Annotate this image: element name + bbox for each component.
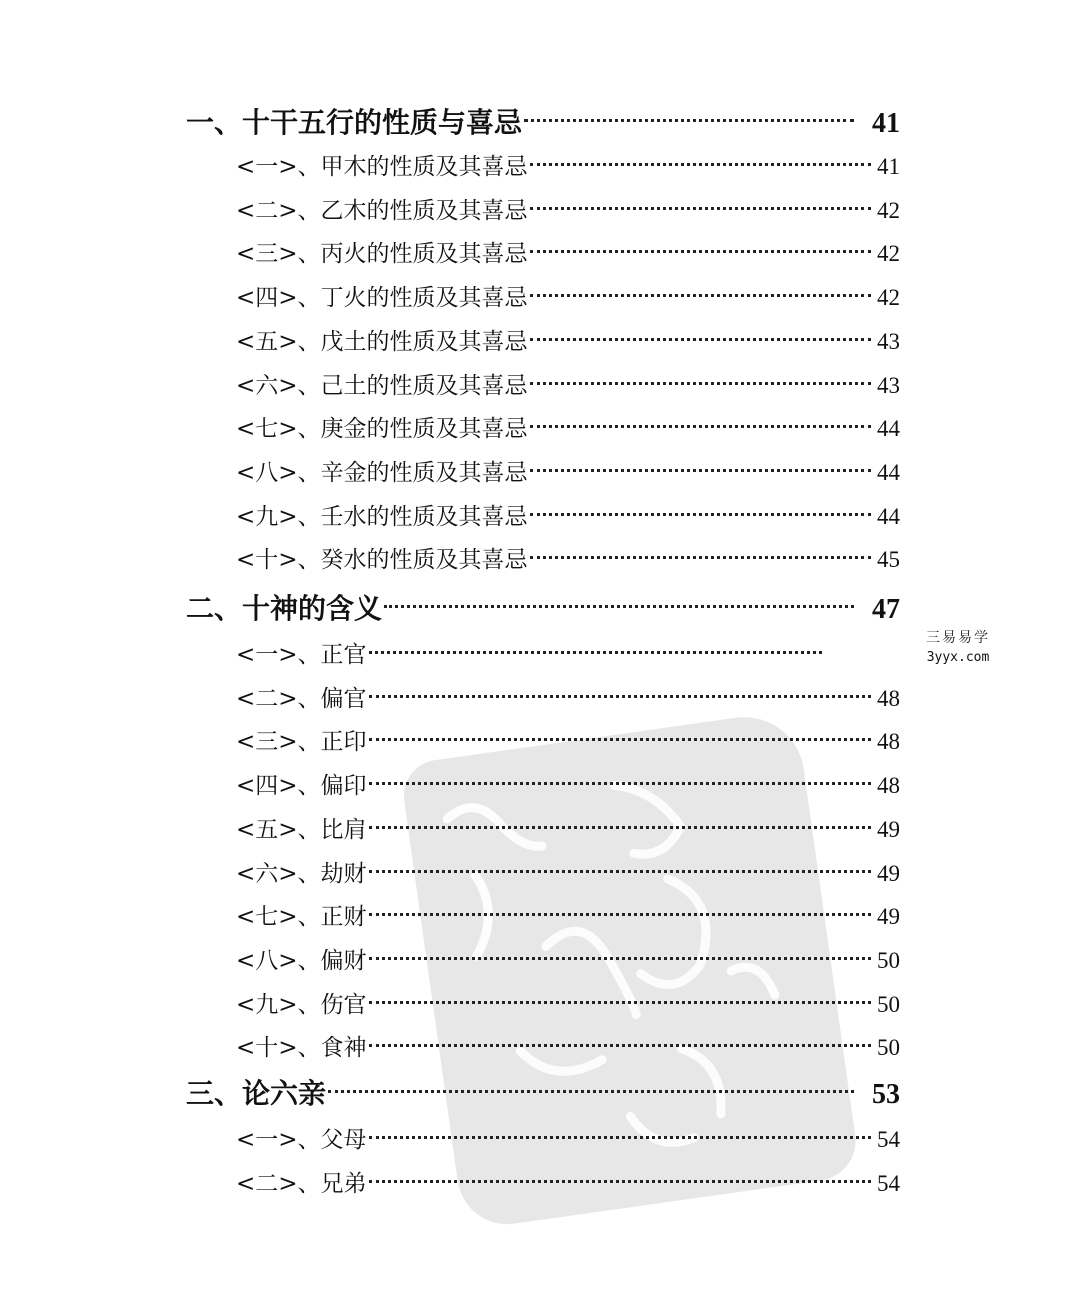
item-title: <五>、戊土的性质及其喜忌 bbox=[236, 328, 528, 355]
leader-dots bbox=[530, 163, 871, 166]
leader-dots bbox=[369, 913, 871, 916]
leader-dots bbox=[524, 119, 854, 122]
toc-item-entry bbox=[236, 1029, 900, 1069]
page-number: 44 bbox=[877, 459, 900, 485]
toc-item-entry bbox=[236, 723, 900, 763]
leader-dots bbox=[328, 1090, 854, 1093]
page-number: 47 bbox=[872, 594, 900, 625]
toc-item-entry bbox=[236, 680, 900, 720]
item-title: <三>、丙火的性质及其喜忌 bbox=[236, 241, 528, 268]
leader-dots bbox=[369, 1044, 871, 1047]
watermark-name: 三易易学 bbox=[926, 630, 990, 646]
section-title: 三、论六亲 bbox=[186, 1077, 327, 1110]
toc-item-entry bbox=[236, 986, 900, 1026]
item-title: <二>、乙木的性质及其喜忌 bbox=[236, 197, 528, 224]
item-title: <三>、正印 bbox=[236, 729, 367, 756]
watermark-url: 3yyx.com bbox=[926, 650, 990, 665]
toc-item-entry bbox=[236, 1121, 900, 1161]
leader-dots bbox=[530, 382, 871, 385]
item-title: <一>、甲木的性质及其喜忌 bbox=[236, 154, 528, 180]
page-number: 45 bbox=[877, 547, 900, 573]
page-number: 43 bbox=[877, 372, 900, 398]
toc-item-entry bbox=[236, 636, 900, 676]
page-number: 41 bbox=[872, 108, 900, 139]
page-number: 41 bbox=[877, 154, 900, 179]
leader-dots bbox=[530, 250, 871, 253]
toc-item-entry bbox=[236, 235, 900, 275]
page-number: 48 bbox=[877, 685, 900, 711]
item-title: <一>、父母 bbox=[236, 1127, 367, 1153]
page-number: 44 bbox=[877, 503, 900, 529]
leader-dots bbox=[369, 1001, 871, 1004]
leader-dots bbox=[530, 469, 871, 472]
toc-item-entry bbox=[236, 498, 900, 538]
item-title: <五>、比肩 bbox=[236, 816, 367, 843]
toc-item-entry bbox=[236, 192, 900, 232]
page-number: 54 bbox=[877, 1170, 900, 1196]
toc-item-entry bbox=[236, 811, 900, 851]
leader-dots bbox=[384, 605, 854, 608]
page-number: 48 bbox=[877, 773, 900, 799]
leader-dots bbox=[369, 957, 871, 960]
item-title: <十>、食神 bbox=[236, 1035, 367, 1062]
toc-item-entry bbox=[236, 541, 900, 581]
page-number: 42 bbox=[877, 241, 900, 267]
item-title: <一>、正官 bbox=[236, 642, 367, 668]
page-number: 49 bbox=[877, 816, 900, 842]
toc-item-entry bbox=[236, 323, 900, 363]
toc-item-entry bbox=[236, 410, 900, 450]
leader-dots bbox=[369, 1136, 871, 1139]
toc-item-entry bbox=[236, 454, 900, 494]
leader-dots bbox=[369, 651, 822, 654]
page-number: 50 bbox=[877, 947, 900, 973]
page-number: 42 bbox=[877, 197, 900, 223]
toc-item-entry bbox=[236, 367, 900, 407]
item-title: <六>、己土的性质及其喜忌 bbox=[236, 372, 528, 399]
leader-dots bbox=[530, 556, 871, 559]
toc-item-entry bbox=[236, 942, 900, 982]
page-number: 49 bbox=[877, 904, 900, 930]
leader-dots bbox=[530, 425, 871, 428]
page-number: 50 bbox=[877, 1035, 900, 1061]
leader-dots bbox=[369, 1180, 871, 1183]
section-title: 一、十干五行的性质与喜忌 bbox=[186, 106, 523, 139]
page-number: 49 bbox=[877, 860, 900, 886]
item-title: <七>、正财 bbox=[236, 904, 367, 931]
leader-dots bbox=[369, 826, 871, 829]
page-number: 53 bbox=[872, 1079, 900, 1110]
toc-section-entry bbox=[186, 587, 900, 627]
item-title: <八>、偏财 bbox=[236, 947, 367, 974]
item-title: <九>、壬水的性质及其喜忌 bbox=[236, 503, 528, 530]
item-title: <二>、偏官 bbox=[236, 685, 367, 712]
toc-item-entry bbox=[236, 767, 900, 807]
toc-section-entry bbox=[186, 1072, 900, 1112]
item-title: <二>、兄弟 bbox=[236, 1170, 367, 1197]
leader-dots bbox=[369, 870, 871, 873]
leader-dots bbox=[369, 695, 871, 698]
section-title: 二、十神的含义 bbox=[186, 592, 383, 625]
page-number: 54 bbox=[877, 1127, 900, 1152]
leader-dots bbox=[530, 338, 871, 341]
item-title: <九>、伤官 bbox=[236, 991, 367, 1018]
item-title: <七>、庚金的性质及其喜忌 bbox=[236, 416, 528, 443]
toc-item-entry bbox=[236, 1165, 900, 1205]
leader-dots bbox=[369, 782, 871, 785]
leader-dots bbox=[530, 207, 871, 210]
leader-dots bbox=[369, 738, 871, 741]
item-title: <四>、偏印 bbox=[236, 773, 367, 800]
item-title: <六>、劫财 bbox=[236, 860, 367, 887]
page-number: 42 bbox=[877, 285, 900, 311]
page-number: 44 bbox=[877, 416, 900, 442]
toc-section-entry bbox=[186, 101, 900, 141]
page-number: 50 bbox=[877, 991, 900, 1017]
toc-item-entry bbox=[236, 898, 900, 938]
toc-item-entry bbox=[236, 148, 900, 188]
leader-dots bbox=[530, 294, 871, 297]
item-title: <四>、丁火的性质及其喜忌 bbox=[236, 285, 528, 312]
toc-item-entry bbox=[236, 855, 900, 895]
item-title: <十>、癸水的性质及其喜忌 bbox=[236, 547, 528, 574]
item-title: <八>、辛金的性质及其喜忌 bbox=[236, 459, 528, 486]
page-number: 43 bbox=[877, 328, 900, 354]
toc-item-entry bbox=[236, 279, 900, 319]
leader-dots bbox=[530, 513, 871, 516]
page-number: 48 bbox=[877, 729, 900, 755]
